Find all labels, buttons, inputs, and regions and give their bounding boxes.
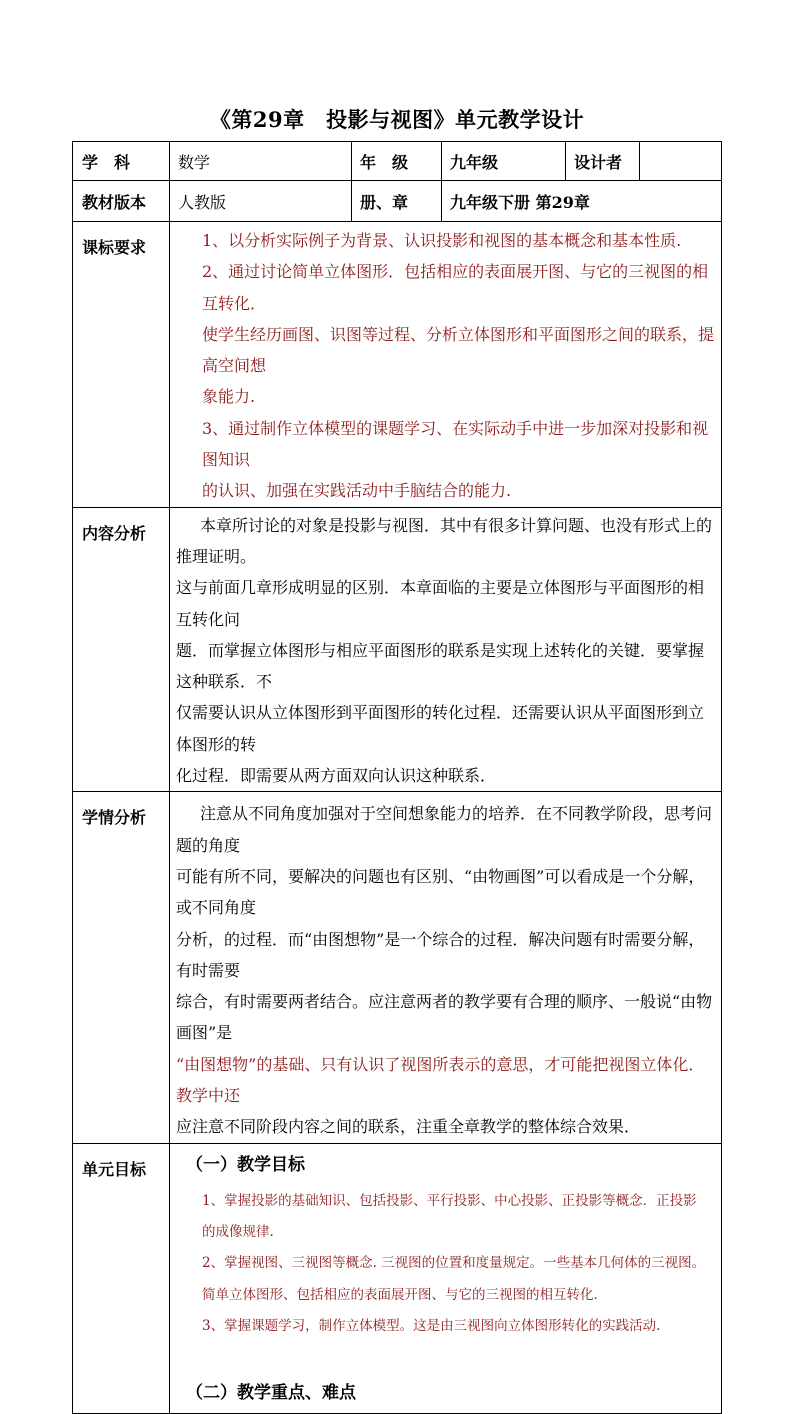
unit-goals-section-1: （一）教学目标 — [186, 1154, 305, 1175]
row-student-analysis — [73, 792, 722, 1143]
grade-value: 九年级 — [442, 142, 566, 181]
student-analysis-line: 注意从不同角度加强对于空间想象能力的培养．在不同教学阶段，思考问题的角度 — [176, 804, 713, 855]
student-analysis-line: 综合，有时需要两者结合。应注意两者的教学要有合理的顺序、一般说“由物画图”是 — [176, 992, 713, 1043]
curriculum-content — [170, 222, 722, 508]
unit-goals-section-2: （二）教学重点、难点 — [186, 1383, 356, 1404]
row-edition — [73, 181, 722, 222]
edition-label: 教材版本 — [73, 181, 170, 222]
subject-value: 数学 — [170, 142, 352, 181]
goal-item-1-line-2: 的成像规律. — [202, 1223, 274, 1240]
goal-item-2-line-2: 简单立体图形、包括相应的表面展开图、与它的三视图的相互转化． — [202, 1286, 607, 1303]
row-content-analysis — [73, 507, 722, 792]
student-analysis-label: 学情分析 — [73, 792, 170, 1143]
curriculum-item-2-line-1: 2、通过讨论简单立体图形．包括相应的表面展开图、与它的三视图的相互转化． — [202, 262, 709, 313]
curriculum-item-2-line-2: 使学生经历画图、识图等过程、分析立体图形和平面图形之间的联系，提高空间想 — [202, 324, 715, 376]
page-title: 《第29章 投影与视图》单元教学设计 — [209, 107, 585, 132]
volume-value: 九年级下册 第29章 — [442, 181, 722, 222]
student-analysis-line: 分析，的过程．而“由图想物”是一个综合的过程．解决问题有时需要分解，有时需要 — [176, 929, 705, 980]
student-analysis-text — [170, 792, 722, 1143]
curriculum-item-3-line-1: 3、通过制作立体模型的课题学习、在实际动手中进一步加深对投影和视图知识 — [202, 418, 709, 470]
grade-label: 年 级 — [352, 142, 442, 181]
student-analysis-line: 应注意不同阶段内容之间的联系，注重全章教学的整体综合效果． — [176, 1117, 641, 1137]
designer-value — [640, 142, 722, 181]
curriculum-label: 课标要求 — [73, 222, 170, 508]
content-analysis-line: 仅需要认识从立体图形到平面图形的转化过程．还需要认识从平面图形到立体图形的转 — [176, 703, 705, 754]
goal-item-2-line-1: 2、掌握视图、三视图等概念. 三视图的位置和度量规定。一些基本几何体的三视图。 — [202, 1255, 706, 1272]
curriculum-item-1: 1、以分析实际例子为背景、认识投影和视图的基本概念和基本性质. — [202, 231, 682, 250]
content-analysis-text — [170, 507, 722, 792]
content-analysis-line: 题．而掌握立体图形与相应平面图形的联系是实现上述转化的关键．要掌握这种联系．不 — [176, 640, 705, 692]
student-analysis-line: 可能有所不同，要解决的问题也有区别、“由物画图”可以看成是一个分解，或不同角度 — [176, 866, 705, 918]
designer-label: 设计者 — [566, 142, 640, 181]
student-analysis-line: “由图想物”的基础、只有认识了视图所表示的意思，才可能把视图立体化．教学中还 — [176, 1054, 705, 1106]
unit-goals-items — [186, 1186, 717, 1342]
goal-item-1-line-1: 1、掌握投影的基础知识、包括投影、平行投影、中心投影、正投影等概念．正投影 — [202, 1192, 697, 1209]
unit-goals-content — [170, 1143, 722, 1413]
curriculum-item-2-line-3: 象能力. — [202, 387, 256, 407]
goal-item-3: 3、掌握课题学习，制作立体模型。这是由三视图向立体图形转化的实践活动. — [202, 1317, 661, 1334]
content-analysis-label: 内容分析 — [73, 507, 170, 792]
design-table — [72, 141, 722, 1414]
content-analysis-line: 这与前面几章形成明显的区别．本章面临的主要是立体图形与平面图形的相互转化问 — [176, 578, 705, 629]
volume-label: 册、章 — [352, 181, 442, 222]
row-unit-goals — [73, 1143, 722, 1413]
unit-goals-label: 单元目标 — [73, 1143, 170, 1413]
edition-value: 人教版 — [170, 181, 352, 222]
content-analysis-line: 化过程．即需要从两方面双向认识这种联系． — [176, 766, 497, 786]
content-analysis-line: 本章所讨论的对象是投影与视图．其中有很多计算问题、也没有形式上的推理证明。 — [176, 515, 713, 566]
curriculum-item-3-line-2: 的认识、加强在实践活动中手脑结合的能力. — [202, 481, 512, 501]
subject-label: 学 科 — [73, 142, 170, 181]
row-curriculum — [73, 222, 722, 508]
row-subject — [73, 142, 722, 181]
